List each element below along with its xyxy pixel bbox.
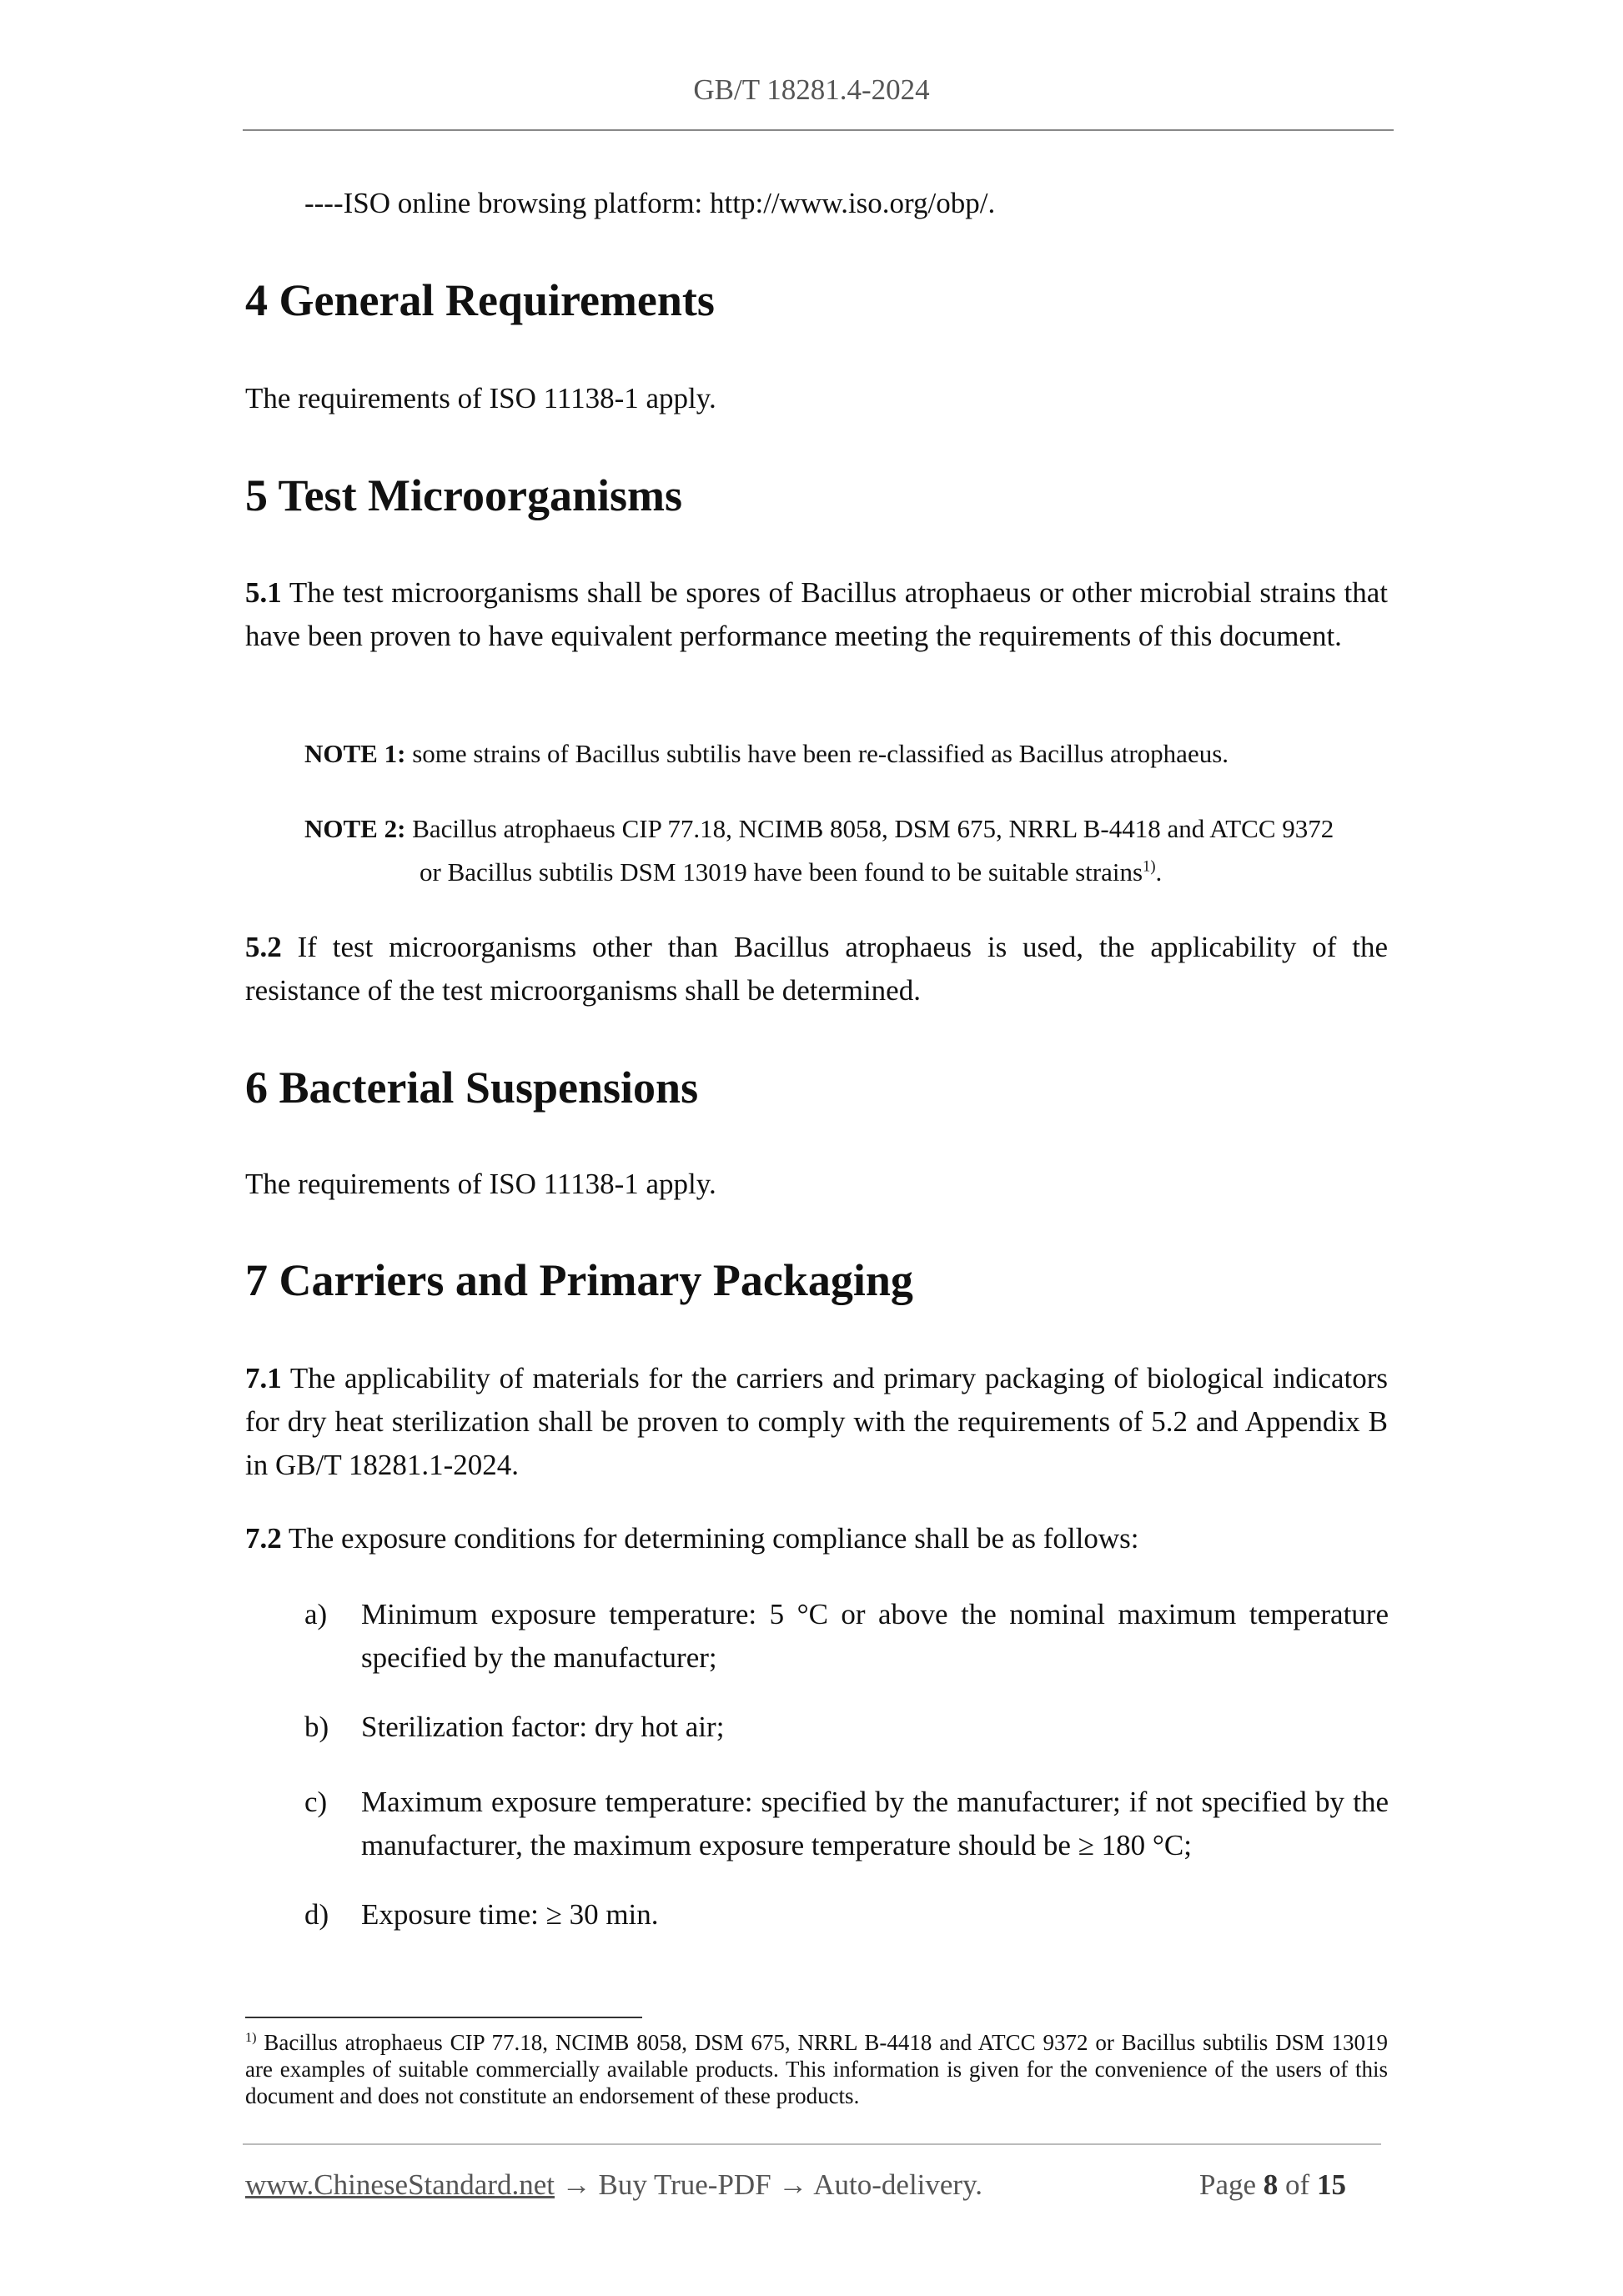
note-2-end: . (1155, 857, 1163, 887)
clause-5-2-number: 5.2 (245, 931, 282, 963)
section-7-heading: 7 Carriers and Primary Packaging (245, 1255, 913, 1305)
list-item-text: Minimum exposure temperature: 5 °C or above the nominal maximum temperature specified by the manufacturer; (361, 1598, 1389, 1674)
clause-5-2-text: If test microorganisms other than Bacillus atrophaeus is used, the applicability of the resistance of the test microorganisms shall be determined. (245, 931, 1388, 1007)
clause-7-1 (245, 1357, 1388, 1487)
footnote-text: Bacillus atrophaeus CIP 77.18, NCIMB 8058, DSM 675, NRRL B-4418 and ATCC 9372 or Bacillus subtilis DSM 13019 are examples of suitable commercially available products. This information is given for the convenience of the users of this document and does not constitute an endorsement of these products. (245, 2030, 1388, 2108)
clause-7-2-text: The exposure conditions for determining compliance shall be as follows: (281, 1522, 1139, 1555)
section-6-text: The requirements of ISO 11138-1 apply. (245, 1168, 716, 1200)
page-total: 15 (1316, 2168, 1346, 2201)
clause-5-1-number: 5.1 (245, 576, 282, 609)
footnote-marker: 1) (245, 2030, 257, 2045)
note-2-footnote-ref: 1) (1143, 857, 1156, 876)
note-2-text-line-2: or Bacillus subtilis DSM 13019 have been found to be suitable strains (420, 857, 1143, 887)
auto-delivery-text: Auto-delivery. (813, 2168, 983, 2201)
list-item-label: b) (304, 1711, 329, 1743)
running-header: GB/T 18281.4-2024 (693, 73, 930, 106)
intro-line: ----ISO online browsing platform: http://www.iso.org/obp/. (304, 187, 996, 219)
page-label: Page (1199, 2168, 1257, 2201)
list-item-label: c) (304, 1786, 328, 1818)
page-number: 8 (1263, 2168, 1279, 2201)
note-1-text: some strains of Bacillus subtilis have been re-classified as Bacillus atrophaeus. (405, 739, 1229, 768)
clause-7-2 (245, 1517, 1388, 1560)
footer-rule (243, 2143, 1381, 2145)
clause-5-2 (245, 926, 1388, 1012)
footer-left (245, 2164, 982, 2206)
section-5-heading: 5 Test Microorganisms (245, 470, 682, 520)
note-2-line-1 (304, 807, 1389, 851)
footnote (245, 2029, 1388, 2109)
footnote-rule (245, 2017, 642, 2018)
list-item-text: Sterilization factor: dry hot air; (361, 1711, 725, 1743)
note-2-line-2 (304, 851, 1389, 894)
clause-7-2-number: 7.2 (245, 1522, 282, 1555)
note-1-label: NOTE 1: (304, 739, 406, 768)
section-4-text: The requirements of ISO 11138-1 apply. (245, 382, 716, 414)
arrow-right-icon: → (561, 2168, 591, 2201)
list-item-label: d) (304, 1898, 329, 1931)
clause-5-1-text: The test microorganisms shall be spores of Bacillus atrophaeus or other microbial strains that have been proven to have equivalent performance meeting the requirements of this document. (245, 576, 1388, 652)
header-rule (243, 129, 1394, 131)
arrow-right-icon: → (778, 2168, 808, 2201)
note-2-text-line-1: Bacillus atrophaeus CIP 77.18, NCIMB 8058, DSM 675, NRRL B-4418 and ATCC 9372 (405, 814, 1334, 843)
list-item-text: Maximum exposure temperature: specified by the manufacturer; if not specified by the manufacturer, the maximum exposure temperature should be ≥ 180 °C; (361, 1786, 1389, 1861)
section-4-heading: 4 General Requirements (245, 275, 715, 325)
list-item-label: a) (304, 1598, 328, 1630)
section-6-heading: 6 Bacterial Suspensions (245, 1063, 699, 1113)
clause-7-1-number: 7.1 (245, 1362, 282, 1394)
page-indicator (1199, 2164, 1346, 2206)
buy-true-pdf-text: Buy True-PDF (598, 2168, 771, 2201)
list-item-text: Exposure time: ≥ 30 min. (361, 1898, 659, 1931)
clause-5-1 (245, 571, 1388, 658)
of-label: of (1285, 2168, 1310, 2201)
clause-7-1-text: The applicability of materials for the carriers and primary packaging of biological indicators for dry heat sterilization shall be proven to comply with the requirements of 5.2 and Appendix B in GB/T 18281.1-2024. (245, 1362, 1388, 1481)
note-2 (304, 807, 1389, 894)
note-1 (304, 732, 1389, 776)
site-link[interactable]: www.ChineseStandard.net (245, 2168, 555, 2201)
note-2-label: NOTE 2: (304, 814, 406, 843)
